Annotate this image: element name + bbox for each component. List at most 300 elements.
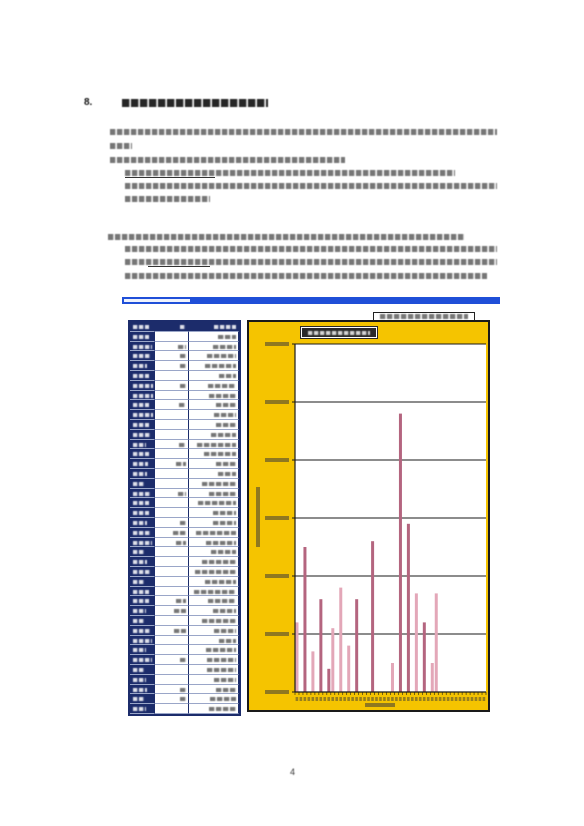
table-cell — [130, 508, 155, 518]
table-cell — [155, 704, 189, 714]
table-cell — [189, 704, 239, 714]
table-cell — [130, 440, 155, 450]
x-tick-label-illegible — [347, 697, 350, 701]
section-heading-illegible — [122, 99, 268, 107]
cell-text-illegible — [219, 639, 236, 643]
cell-text-illegible — [213, 345, 236, 349]
text-line-illegible — [108, 234, 465, 240]
bar — [435, 593, 438, 692]
table-cell — [130, 528, 155, 538]
cell-text-illegible — [133, 707, 146, 711]
table-cell — [155, 449, 189, 459]
cell-text-illegible — [214, 413, 236, 417]
cell-text-illegible — [133, 639, 152, 643]
cell-text-illegible — [207, 658, 236, 662]
x-tick-label-illegible — [399, 697, 402, 701]
table-row — [130, 675, 239, 685]
cell-text-illegible — [180, 658, 186, 662]
table-row — [130, 538, 239, 548]
x-tick-label-illegible — [296, 697, 299, 701]
table-cell — [189, 410, 239, 420]
table-cell — [155, 557, 189, 567]
table-cell — [189, 351, 239, 361]
table-cell — [189, 685, 239, 695]
table-cell — [130, 685, 155, 695]
table-cell — [189, 577, 239, 587]
table-cell — [130, 547, 155, 557]
x-tick-label-illegible — [419, 697, 422, 701]
table-cell — [130, 459, 155, 469]
cell-text-illegible — [133, 443, 146, 447]
table-cell — [130, 371, 155, 381]
cell-text-illegible — [133, 482, 145, 486]
y-axis-title-illegible — [256, 487, 260, 547]
table-cell — [189, 567, 239, 577]
table-cell — [130, 596, 155, 606]
cell-text-illegible — [133, 658, 152, 662]
table-cell — [155, 498, 189, 508]
cell-text-illegible — [216, 688, 236, 692]
x-tick-label-illegible — [339, 697, 342, 701]
text-line-illegible — [125, 196, 210, 202]
table-cell — [130, 704, 155, 714]
cell-text-illegible — [216, 423, 236, 427]
table-cell — [189, 645, 239, 655]
table-header-row — [130, 322, 239, 332]
cell-text-illegible — [213, 521, 236, 525]
cell-text-illegible — [180, 688, 186, 692]
cell-text-illegible — [208, 599, 236, 603]
table-row — [130, 557, 239, 567]
table-cell — [189, 440, 239, 450]
table-cell — [155, 459, 189, 469]
table-row — [130, 645, 239, 655]
table-cell — [130, 675, 155, 685]
section-banner — [122, 297, 500, 304]
cell-text-illegible — [207, 668, 236, 672]
x-tick-label-illegible — [327, 697, 330, 701]
cell-text-illegible — [211, 550, 236, 554]
x-tick-label-illegible — [447, 697, 450, 701]
cell-text-illegible — [214, 629, 236, 633]
cell-text-illegible — [133, 560, 147, 564]
cell-text-illegible — [133, 570, 151, 574]
table-cell — [155, 587, 189, 597]
cell-text-illegible — [213, 609, 236, 613]
table-cell — [130, 400, 155, 410]
cell-text-illegible — [133, 433, 151, 437]
cell-text-illegible — [133, 394, 153, 398]
x-tick-label-illegible — [411, 697, 414, 701]
table-row — [130, 498, 239, 508]
bar — [391, 663, 394, 692]
y-tick-label-illegible — [265, 516, 289, 520]
text-line-illegible — [125, 273, 487, 279]
page-number: 4 — [290, 767, 296, 777]
cell-text-illegible — [133, 678, 146, 682]
table-cell — [155, 322, 189, 332]
cell-text-illegible — [194, 590, 236, 594]
table-cell — [155, 332, 189, 342]
cell-text-illegible — [180, 354, 186, 358]
table-cell — [155, 469, 189, 479]
table-cell — [155, 645, 189, 655]
table-row — [130, 577, 239, 587]
table-row — [130, 508, 239, 518]
cell-text-illegible — [133, 452, 149, 456]
table-row — [130, 342, 239, 352]
bar — [399, 414, 402, 692]
table-cell — [155, 636, 189, 646]
table-cell — [130, 469, 155, 479]
banner-solid-segment — [192, 297, 500, 304]
table-cell — [189, 665, 239, 675]
cell-text-illegible — [180, 364, 186, 368]
table-row — [130, 410, 239, 420]
table-cell — [155, 685, 189, 695]
x-tick-label-illegible — [351, 697, 354, 701]
table-cell — [189, 381, 239, 391]
cell-text-illegible — [133, 531, 151, 535]
x-tick-label-illegible — [483, 697, 486, 701]
table-cell — [189, 636, 239, 646]
cell-text-illegible — [133, 541, 152, 545]
table-cell — [155, 675, 189, 685]
table-cell — [130, 626, 155, 636]
table-cell — [130, 351, 155, 361]
cell-text-illegible — [206, 648, 236, 652]
x-tick-label-illegible — [323, 697, 326, 701]
y-tick-label-illegible — [265, 632, 289, 636]
table-cell — [130, 606, 155, 616]
cell-text-illegible — [213, 511, 236, 515]
cell-text-illegible — [209, 492, 236, 496]
y-tick-label-illegible — [265, 400, 289, 404]
x-tick-label-illegible — [312, 697, 315, 701]
cell-text-illegible — [133, 325, 149, 329]
cell-text-illegible — [133, 580, 145, 584]
table-row — [130, 616, 239, 626]
bar — [303, 547, 306, 692]
table-row — [130, 665, 239, 675]
cell-text-illegible — [133, 688, 147, 692]
cell-text-illegible — [133, 511, 149, 515]
x-tick-label-illegible — [479, 697, 482, 701]
x-tick-label-illegible — [355, 697, 358, 701]
bar — [319, 599, 322, 692]
cell-text-illegible — [133, 462, 148, 466]
table-cell — [130, 577, 155, 587]
table-row — [130, 528, 239, 538]
table-cell — [189, 498, 239, 508]
cell-text-illegible — [133, 590, 149, 594]
cell-text-illegible — [174, 629, 186, 633]
x-tick-label-illegible — [455, 697, 458, 701]
table-cell — [155, 538, 189, 548]
table-cell — [130, 665, 155, 675]
bar — [331, 628, 334, 692]
table-cell — [155, 489, 189, 499]
table-cell — [189, 479, 239, 489]
x-tick-label-illegible — [467, 697, 470, 701]
bar — [423, 622, 426, 692]
table-cell — [189, 322, 239, 332]
table-cell — [130, 498, 155, 508]
table-cell — [130, 645, 155, 655]
bar — [347, 646, 350, 692]
table-cell — [130, 616, 155, 626]
table-cell — [130, 410, 155, 420]
table-row — [130, 685, 239, 695]
text-line-illegible — [125, 259, 497, 265]
cell-text-illegible — [218, 472, 236, 476]
x-tick-label-illegible — [319, 697, 322, 701]
table-cell — [189, 606, 239, 616]
table-cell — [189, 449, 239, 459]
cell-text-illegible — [133, 423, 149, 427]
cell-text-illegible — [133, 354, 151, 358]
table-cell — [155, 508, 189, 518]
cell-text-illegible — [176, 599, 186, 603]
text-line-illegible — [110, 129, 497, 135]
table-cell — [189, 489, 239, 499]
x-tick-label-illegible — [315, 697, 318, 701]
table-row — [130, 449, 239, 459]
table-row — [130, 636, 239, 646]
cell-text-illegible — [133, 403, 149, 407]
cell-text-illegible — [178, 345, 186, 349]
section-number: 8. — [84, 97, 93, 108]
table-cell — [155, 626, 189, 636]
table-row — [130, 420, 239, 430]
table-row — [130, 400, 239, 410]
table-cell — [130, 479, 155, 489]
cell-text-illegible — [133, 492, 150, 496]
table-cell — [155, 381, 189, 391]
table-row — [130, 371, 239, 381]
table-cell — [155, 420, 189, 430]
table-row — [130, 351, 239, 361]
table-cell — [155, 655, 189, 665]
table-cell — [130, 391, 155, 401]
table-cell — [155, 410, 189, 420]
bar — [431, 663, 434, 692]
x-tick-label-illegible — [427, 697, 430, 701]
cell-text-illegible — [210, 697, 236, 701]
cell-text-illegible — [198, 501, 236, 505]
table-row — [130, 391, 239, 401]
bar — [311, 651, 314, 692]
cell-text-illegible — [216, 462, 236, 466]
table-cell — [155, 694, 189, 704]
x-tick-label-illegible — [451, 697, 454, 701]
bar — [355, 599, 358, 692]
table-row — [130, 479, 239, 489]
cell-text-illegible — [133, 413, 153, 417]
table-cell — [130, 655, 155, 665]
x-tick-label-illegible — [343, 697, 346, 701]
x-tick-label-illegible — [300, 697, 303, 701]
table-cell — [130, 332, 155, 342]
cell-text-illegible — [133, 619, 145, 623]
cell-text-illegible — [133, 697, 145, 701]
table-row — [130, 381, 239, 391]
text-line-illegible — [125, 170, 455, 176]
table-cell — [155, 577, 189, 587]
cell-text-illegible — [133, 384, 153, 388]
table-cell — [130, 538, 155, 548]
table-cell — [155, 665, 189, 675]
table-cell — [189, 557, 239, 567]
table-cell — [155, 518, 189, 528]
cell-text-illegible — [202, 619, 236, 623]
table-cell — [189, 469, 239, 479]
bar — [371, 541, 374, 692]
cell-text-illegible — [211, 433, 236, 437]
data-table — [128, 320, 241, 716]
table-row — [130, 655, 239, 665]
cell-text-illegible — [195, 570, 236, 574]
cell-text-illegible — [133, 550, 145, 554]
table-cell — [155, 440, 189, 450]
table-cell — [155, 342, 189, 352]
bar — [407, 524, 410, 692]
x-tick-label-illegible — [308, 697, 311, 701]
cell-text-illegible — [133, 668, 145, 672]
bar — [415, 593, 418, 692]
y-tick-label-illegible — [265, 574, 289, 578]
cell-text-illegible — [196, 531, 236, 535]
table-row — [130, 596, 239, 606]
table-cell — [130, 449, 155, 459]
table-row — [130, 430, 239, 440]
cell-text-illegible — [207, 354, 236, 358]
table-row — [130, 587, 239, 597]
x-tick-label-illegible — [375, 697, 378, 701]
table-cell — [130, 557, 155, 567]
table-cell — [130, 587, 155, 597]
table-cell — [189, 508, 239, 518]
table-cell — [189, 361, 239, 371]
table-row — [130, 626, 239, 636]
cell-text-illegible — [133, 521, 147, 525]
cell-text-illegible — [206, 541, 236, 545]
table-cell — [130, 420, 155, 430]
x-tick-label-illegible — [367, 697, 370, 701]
cell-text-illegible — [202, 560, 236, 564]
text-line-illegible — [110, 157, 345, 163]
caption-text-illegible — [380, 314, 468, 319]
table-cell — [155, 528, 189, 538]
cell-text-illegible — [133, 629, 151, 633]
cell-text-illegible — [180, 697, 186, 701]
bar-chart — [247, 320, 490, 712]
table-cell — [155, 479, 189, 489]
x-tick-label-illegible — [304, 697, 307, 701]
cell-text-illegible — [219, 374, 236, 378]
table-cell — [189, 675, 239, 685]
x-tick-label-illegible — [331, 697, 334, 701]
table-cell — [130, 489, 155, 499]
y-tick-label-illegible — [265, 458, 289, 462]
y-tick-label-illegible — [265, 342, 289, 346]
table-row — [130, 567, 239, 577]
table-cell — [189, 626, 239, 636]
table-cell — [155, 547, 189, 557]
table-row — [130, 547, 239, 557]
text-underline — [125, 177, 215, 178]
cell-text-illegible — [179, 403, 186, 407]
table-cell — [155, 567, 189, 577]
cell-text-illegible — [133, 374, 149, 378]
x-tick-label-illegible — [471, 697, 474, 701]
table-cell — [189, 430, 239, 440]
table-cell — [130, 430, 155, 440]
table-row — [130, 459, 239, 469]
x-tick-label-illegible — [423, 697, 426, 701]
x-tick-label-illegible — [443, 697, 446, 701]
table-cell — [155, 596, 189, 606]
table-cell — [189, 400, 239, 410]
chart-title-illegible — [308, 331, 370, 335]
y-tick-label-illegible — [265, 690, 289, 694]
x-tick-label-illegible — [335, 697, 338, 701]
cell-text-illegible — [180, 384, 186, 388]
cell-text-illegible — [133, 364, 147, 368]
cell-text-illegible — [205, 580, 236, 584]
table-row — [130, 694, 239, 704]
table-row — [130, 704, 239, 714]
cell-text-illegible — [209, 707, 236, 711]
x-tick-label-illegible — [431, 697, 434, 701]
cell-text-illegible — [174, 609, 186, 613]
text-underline — [148, 266, 210, 267]
bar — [295, 622, 298, 692]
cell-text-illegible — [180, 521, 186, 525]
banner-light-segment — [122, 297, 192, 304]
table-cell — [189, 655, 239, 665]
cell-text-illegible — [204, 452, 236, 456]
x-tick-label-illegible — [391, 697, 394, 701]
table-cell — [189, 332, 239, 342]
table-cell — [130, 567, 155, 577]
table-cell — [130, 381, 155, 391]
table-cell — [189, 528, 239, 538]
x-tick-label-illegible — [407, 697, 410, 701]
cell-text-illegible — [214, 325, 236, 329]
table-row — [130, 440, 239, 450]
x-tick-label-illegible — [379, 697, 382, 701]
cell-text-illegible — [216, 403, 236, 407]
table-cell — [155, 616, 189, 626]
chart-canvas — [249, 322, 488, 710]
cell-text-illegible — [205, 364, 236, 368]
x-tick-label-illegible — [395, 697, 398, 701]
x-tick-label-illegible — [359, 697, 362, 701]
table-cell — [155, 351, 189, 361]
cell-text-illegible — [208, 384, 236, 388]
table-cell — [189, 459, 239, 469]
table-cell — [189, 371, 239, 381]
cell-text-illegible — [173, 531, 186, 535]
cell-text-illegible — [133, 609, 146, 613]
table-cell — [189, 596, 239, 606]
table-cell — [189, 518, 239, 528]
cell-text-illegible — [209, 394, 236, 398]
cell-text-illegible — [197, 443, 236, 447]
table-row — [130, 361, 239, 371]
table-cell — [130, 322, 155, 332]
